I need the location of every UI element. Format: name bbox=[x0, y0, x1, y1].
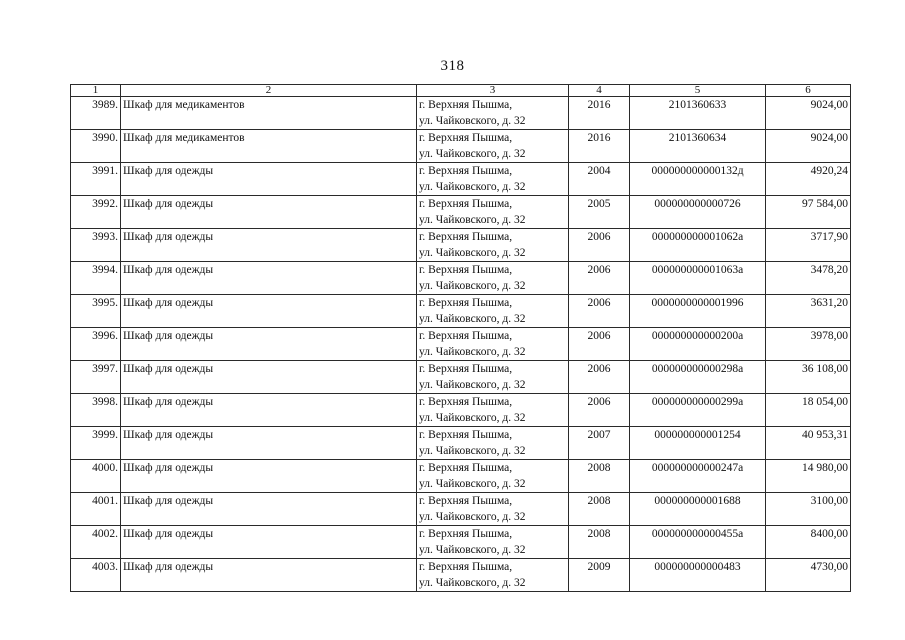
inventory-number: 2101360634 bbox=[630, 130, 766, 163]
row-number: 3991. bbox=[71, 163, 121, 196]
inventory-number: 000000000001688 bbox=[630, 493, 766, 526]
item-address bbox=[417, 295, 569, 328]
item-year: 2008 bbox=[569, 460, 630, 493]
address-line-street: ул. Чайковского, д. 32 bbox=[419, 313, 526, 325]
address-line-city: г. Верхняя Пышма, bbox=[419, 132, 513, 144]
item-address bbox=[417, 493, 569, 526]
address-line-city: г. Верхняя Пышма, bbox=[419, 99, 513, 111]
table-row bbox=[71, 361, 851, 394]
address-line-street: ул. Чайковского, д. 32 bbox=[419, 280, 526, 292]
item-year: 2006 bbox=[569, 328, 630, 361]
table-row bbox=[71, 559, 851, 592]
item-cost: 9024,00 bbox=[766, 130, 851, 163]
row-number: 3996. bbox=[71, 328, 121, 361]
table-row bbox=[71, 97, 851, 130]
inventory-number: 000000000001063а bbox=[630, 262, 766, 295]
item-name: Шкаф для одежды bbox=[121, 460, 417, 493]
table-row bbox=[71, 493, 851, 526]
address-line-street: ул. Чайковского, д. 32 bbox=[419, 445, 526, 457]
item-cost: 36 108,00 bbox=[766, 361, 851, 394]
item-address bbox=[417, 97, 569, 130]
item-year: 2008 bbox=[569, 493, 630, 526]
item-cost: 3478,20 bbox=[766, 262, 851, 295]
address-line-city: г. Верхняя Пышма, bbox=[419, 198, 513, 210]
address-line-street: ул. Чайковского, д. 32 bbox=[419, 346, 526, 358]
item-cost: 3717,90 bbox=[766, 229, 851, 262]
inventory-number: 0000000000001996 bbox=[630, 295, 766, 328]
table-body bbox=[71, 97, 851, 592]
item-cost: 3100,00 bbox=[766, 493, 851, 526]
row-number: 3998. bbox=[71, 394, 121, 427]
address-line-city: г. Верхняя Пышма, bbox=[419, 561, 513, 573]
item-address bbox=[417, 196, 569, 229]
row-number: 4002. bbox=[71, 526, 121, 559]
item-cost: 3631,20 bbox=[766, 295, 851, 328]
item-name: Шкаф для одежды bbox=[121, 229, 417, 262]
address-line-street: ул. Чайковского, д. 32 bbox=[419, 544, 526, 556]
inventory-number: 000000000000200а bbox=[630, 328, 766, 361]
item-cost: 4730,00 bbox=[766, 559, 851, 592]
item-name: Шкаф для одежды bbox=[121, 295, 417, 328]
item-year: 2016 bbox=[569, 97, 630, 130]
address-line-street: ул. Чайковского, д. 32 bbox=[419, 511, 526, 523]
item-name: Шкаф для одежды bbox=[121, 427, 417, 460]
item-name: Шкаф для одежды bbox=[121, 328, 417, 361]
table-row bbox=[71, 460, 851, 493]
item-year: 2004 bbox=[569, 163, 630, 196]
item-address bbox=[417, 460, 569, 493]
item-name: Шкаф для медикаментов bbox=[121, 130, 417, 163]
table-row bbox=[71, 328, 851, 361]
address-line-city: г. Верхняя Пышма, bbox=[419, 231, 513, 243]
item-year: 2006 bbox=[569, 361, 630, 394]
table-header-row bbox=[71, 85, 851, 97]
column-header-3: 3 bbox=[417, 85, 569, 97]
item-address bbox=[417, 328, 569, 361]
table-row bbox=[71, 229, 851, 262]
item-name: Шкаф для одежды bbox=[121, 493, 417, 526]
address-line-city: г. Верхняя Пышма, bbox=[419, 429, 513, 441]
row-number: 3994. bbox=[71, 262, 121, 295]
item-name: Шкаф для одежды bbox=[121, 196, 417, 229]
column-header-6: 6 bbox=[766, 85, 851, 97]
item-name: Шкаф для одежды bbox=[121, 394, 417, 427]
column-header-2: 2 bbox=[121, 85, 417, 97]
item-cost: 97 584,00 bbox=[766, 196, 851, 229]
item-cost: 18 054,00 bbox=[766, 394, 851, 427]
item-name: Шкаф для одежды bbox=[121, 361, 417, 394]
inventory-number: 000000000001062а bbox=[630, 229, 766, 262]
item-year: 2009 bbox=[569, 559, 630, 592]
address-line-street: ул. Чайковского, д. 32 bbox=[419, 148, 526, 160]
item-year: 2006 bbox=[569, 295, 630, 328]
inventory-number: 000000000000247а bbox=[630, 460, 766, 493]
item-year: 2005 bbox=[569, 196, 630, 229]
item-cost: 14 980,00 bbox=[766, 460, 851, 493]
table-row bbox=[71, 130, 851, 163]
address-line-city: г. Верхняя Пышма, bbox=[419, 495, 513, 507]
row-number: 3999. bbox=[71, 427, 121, 460]
item-name: Шкаф для одежды bbox=[121, 262, 417, 295]
item-name: Шкаф для одежды bbox=[121, 559, 417, 592]
table-row bbox=[71, 526, 851, 559]
item-year: 2006 bbox=[569, 229, 630, 262]
inventory-number: 000000000000726 bbox=[630, 196, 766, 229]
item-address bbox=[417, 130, 569, 163]
item-address bbox=[417, 559, 569, 592]
column-header-1: 1 bbox=[71, 85, 121, 97]
item-year: 2006 bbox=[569, 394, 630, 427]
item-name: Шкаф для медикаментов bbox=[121, 97, 417, 130]
item-cost: 4920,24 bbox=[766, 163, 851, 196]
inventory-number: 000000000000132д bbox=[630, 163, 766, 196]
item-year: 2016 bbox=[569, 130, 630, 163]
address-line-city: г. Верхняя Пышма, bbox=[419, 330, 513, 342]
table-row bbox=[71, 163, 851, 196]
table-row bbox=[71, 196, 851, 229]
table-row bbox=[71, 295, 851, 328]
inventory-number: 000000000000299а bbox=[630, 394, 766, 427]
page-number: 318 bbox=[440, 58, 465, 74]
row-number: 4001. bbox=[71, 493, 121, 526]
address-line-street: ул. Чайковского, д. 32 bbox=[419, 247, 526, 259]
item-cost: 8400,00 bbox=[766, 526, 851, 559]
item-cost: 40 953,31 bbox=[766, 427, 851, 460]
inventory-number: 000000000000455а bbox=[630, 526, 766, 559]
address-line-city: г. Верхняя Пышма, bbox=[419, 165, 513, 177]
table-row bbox=[71, 262, 851, 295]
address-line-city: г. Верхняя Пышма, bbox=[419, 396, 513, 408]
column-header-5: 5 bbox=[630, 85, 766, 97]
address-line-city: г. Верхняя Пышма, bbox=[419, 363, 513, 375]
row-number: 3992. bbox=[71, 196, 121, 229]
address-line-street: ул. Чайковского, д. 32 bbox=[419, 412, 526, 424]
item-cost: 9024,00 bbox=[766, 97, 851, 130]
item-address bbox=[417, 427, 569, 460]
item-address bbox=[417, 262, 569, 295]
row-number: 3989. bbox=[71, 97, 121, 130]
item-year: 2008 bbox=[569, 526, 630, 559]
item-name: Шкаф для одежды bbox=[121, 163, 417, 196]
row-number: 3993. bbox=[71, 229, 121, 262]
address-line-street: ул. Чайковского, д. 32 bbox=[419, 115, 526, 127]
item-address bbox=[417, 361, 569, 394]
inventory-number: 000000000001254 bbox=[630, 427, 766, 460]
table-row bbox=[71, 427, 851, 460]
row-number: 3995. bbox=[71, 295, 121, 328]
address-line-city: г. Верхняя Пышма, bbox=[419, 528, 513, 540]
item-address bbox=[417, 229, 569, 262]
inventory-number: 000000000000483 bbox=[630, 559, 766, 592]
item-cost: 3978,00 bbox=[766, 328, 851, 361]
row-number: 3990. bbox=[71, 130, 121, 163]
row-number: 4003. bbox=[71, 559, 121, 592]
address-line-city: г. Верхняя Пышма, bbox=[419, 462, 513, 474]
property-table bbox=[70, 84, 851, 592]
item-year: 2007 bbox=[569, 427, 630, 460]
column-header-4: 4 bbox=[569, 85, 630, 97]
address-line-street: ул. Чайковского, д. 32 bbox=[419, 181, 526, 193]
item-address bbox=[417, 526, 569, 559]
address-line-street: ул. Чайковского, д. 32 bbox=[419, 214, 526, 226]
address-line-street: ул. Чайковского, д. 32 bbox=[419, 478, 526, 490]
address-line-street: ул. Чайковского, д. 32 bbox=[419, 577, 526, 589]
address-line-city: г. Верхняя Пышма, bbox=[419, 297, 513, 309]
address-line-street: ул. Чайковского, д. 32 bbox=[419, 379, 526, 391]
row-number: 4000. bbox=[71, 460, 121, 493]
inventory-number: 2101360633 bbox=[630, 97, 766, 130]
address-line-city: г. Верхняя Пышма, bbox=[419, 264, 513, 276]
item-address bbox=[417, 163, 569, 196]
item-year: 2006 bbox=[569, 262, 630, 295]
row-number: 3997. bbox=[71, 361, 121, 394]
item-name: Шкаф для одежды bbox=[121, 526, 417, 559]
inventory-number: 000000000000298а bbox=[630, 361, 766, 394]
table-row bbox=[71, 394, 851, 427]
item-address bbox=[417, 394, 569, 427]
